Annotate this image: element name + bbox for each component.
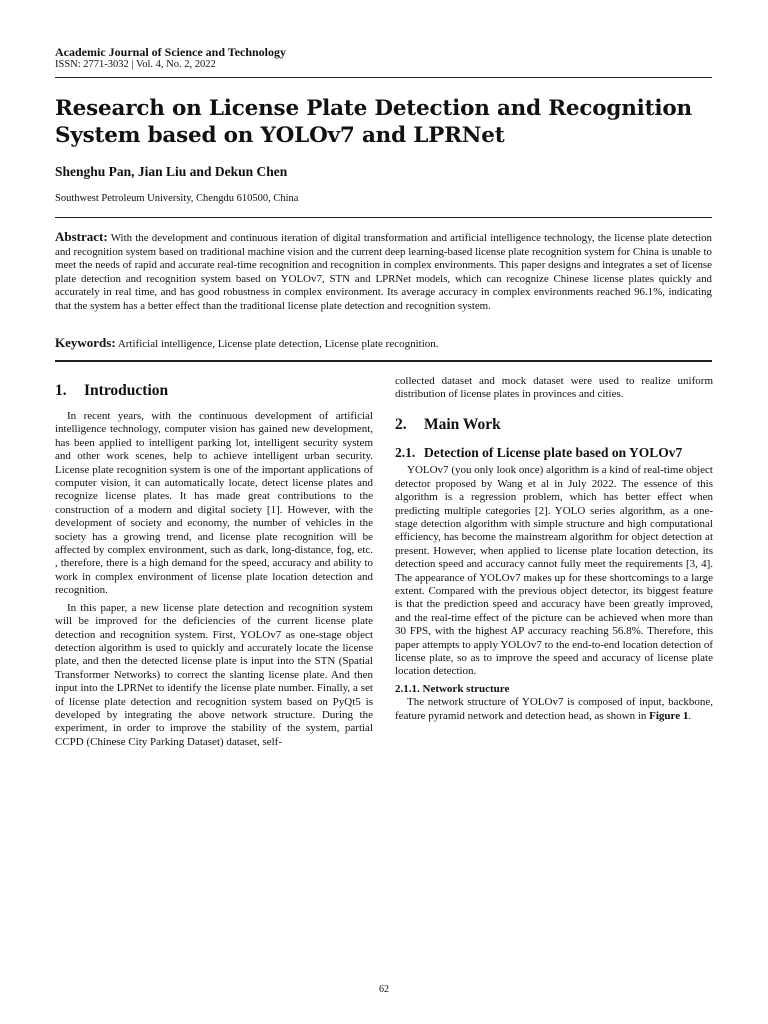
yolov7-paragraph: YOLOv7 (you only look once) algorithm is a kind of real-time object detector proposed by Wang et al in July 2022. The essence of this algorithm is a regression problem, which has better effect when predicting multiple categories [2]. YOLO series algorithm, as a one-stage detection algorithm with simple structure and high computational efficiency, has become the mainstream algorithm for object detection at present. However, when applied to license plate location detection, its detection speed and accuracy cannot fully meet the requirements [3, 4]. The appearance of YOLOv7 makes up for these shortcomings to a large extent. Compared with the previous object detector, its biggest feature is that the prediction speed and accuracy have been greatly improved, and the real-time effect of the picture can be achieved when more than 30 FPS, with the highest AP accuracy reaching 56.8%. Therefore, this paper attempts to apply YOLOv7 to the end-to-end location detection of license plate, so as to improve the speed and accuracy of license plate location detection. <box>395 464 713 678</box>
intro-paragraph-2: In this paper, a new license plate detection and recognition system will be improved for the deficiencies of the current license plate detection and recognition system. First, YOLOv7 as one-stage object detection algorithm is used to quickly and accurately locate the license plate, and then the detected license plate is input into the STN (Spatial Transformer Networks) to correct the slanting license plate. And then input into the LPRNet to identify the license plate number. Finally, a set of license plate detection and recognition system based on PyQt5 is developed by integrating the above network structure. During the experiment, in order to improve the stability of the system, partial CCPD (Chinese City Parking Dataset) dataset, self- <box>55 601 373 748</box>
issn-volume: ISSN: 2771-3032 | Vol. 4, No. 2, 2022 <box>55 59 216 70</box>
left-column <box>55 375 373 749</box>
keywords-bottom-rule <box>55 360 712 362</box>
continuation-paragraph: collected dataset and mock dataset were used to realize uniform distribution of license plates in provinces and cities. <box>395 375 713 401</box>
subsection-heading-yolov7 <box>395 445 713 462</box>
figure-1-reference[interactable]: Figure 1 <box>649 709 689 722</box>
section-number: 1. <box>55 382 67 399</box>
section-heading-introduction <box>55 381 373 401</box>
paper-title: Research on License Plate Detection and Recognition System based on YOLOv7 and LPRNet <box>55 96 692 148</box>
section-title: Main Work <box>424 415 501 433</box>
journal-name: Academic Journal of Science and Technology <box>55 45 287 59</box>
section-title: Introduction <box>84 382 169 399</box>
subsubsection-heading-network-structure: 2.1.1. Network structure <box>395 682 510 695</box>
keywords <box>55 336 712 351</box>
subsection-title: Detection of License plate based on YOLOv7 <box>424 444 683 460</box>
affiliation: Southwest Petroleum University, Chengdu 610500, China <box>55 193 299 204</box>
abstract-text: With the development and continuous iteration of digital transformation and artificial intelligence technology, the license plate detection and recognition system based on traditional machine vision and the current deep learning-based license plate recognition system for China is unable to meet the needs of rapid and accurate real-time recognition and recognition in complex environments. This paper designs and integrates a set of license plate detection and recognition system based on YOLOv7, STN and LPRNet models, which can recognize Chinese license plates quickly and accurately in real time, and has good robustness in complex environment. Its average accuracy in complex environments reached 96.1%, indicating that the system has a better effect than the traditional license plate detection and recognition system. <box>55 232 712 312</box>
intro-paragraph-1: In recent years, with the continuous development of artificial intelligence technology, computer vision has gained new development, has been applied to intelligent parking lot, intelligent security system and other work scenes, help to achieve intelligent urban security. License plate recognition system is one of the important applications of computer vision, it can automatically locate, detect license plates and recognize license plates. It has made great contributions to the construction of a modern and digital society [1]. However, with the development of society and economy, the number of vehicles in the society has a growing trend, and license plate recognition will be affected by complex environment, such as dark, long-distance, fog, etc. , therefore, there is a high demand for the speed, accuracy and ability to work in complex environment of license plate location detection and recognition. <box>55 410 373 597</box>
authors: Shenghu Pan, Jian Liu and Dekun Chen <box>55 164 288 179</box>
keywords-label: Keywords: <box>55 335 116 350</box>
network-structure-text: The network structure of YOLOv7 is composed of input, backbone, feature pyramid network and detection head, as shown in <box>395 696 713 722</box>
page-number: 62 <box>379 984 389 995</box>
section-heading-main-work <box>395 415 713 435</box>
network-structure-paragraph <box>395 696 713 723</box>
subsection-number: 2.1. <box>395 444 416 460</box>
right-column <box>395 375 713 723</box>
abstract-top-rule <box>55 217 712 218</box>
sentence-end: . <box>688 709 692 722</box>
header-rule <box>55 77 712 78</box>
keywords-text: Artificial intelligence, License plate detection, License plate recognition. <box>117 338 439 350</box>
abstract-label: Abstract: <box>55 229 108 244</box>
abstract <box>55 230 712 314</box>
section-number: 2. <box>395 415 407 433</box>
